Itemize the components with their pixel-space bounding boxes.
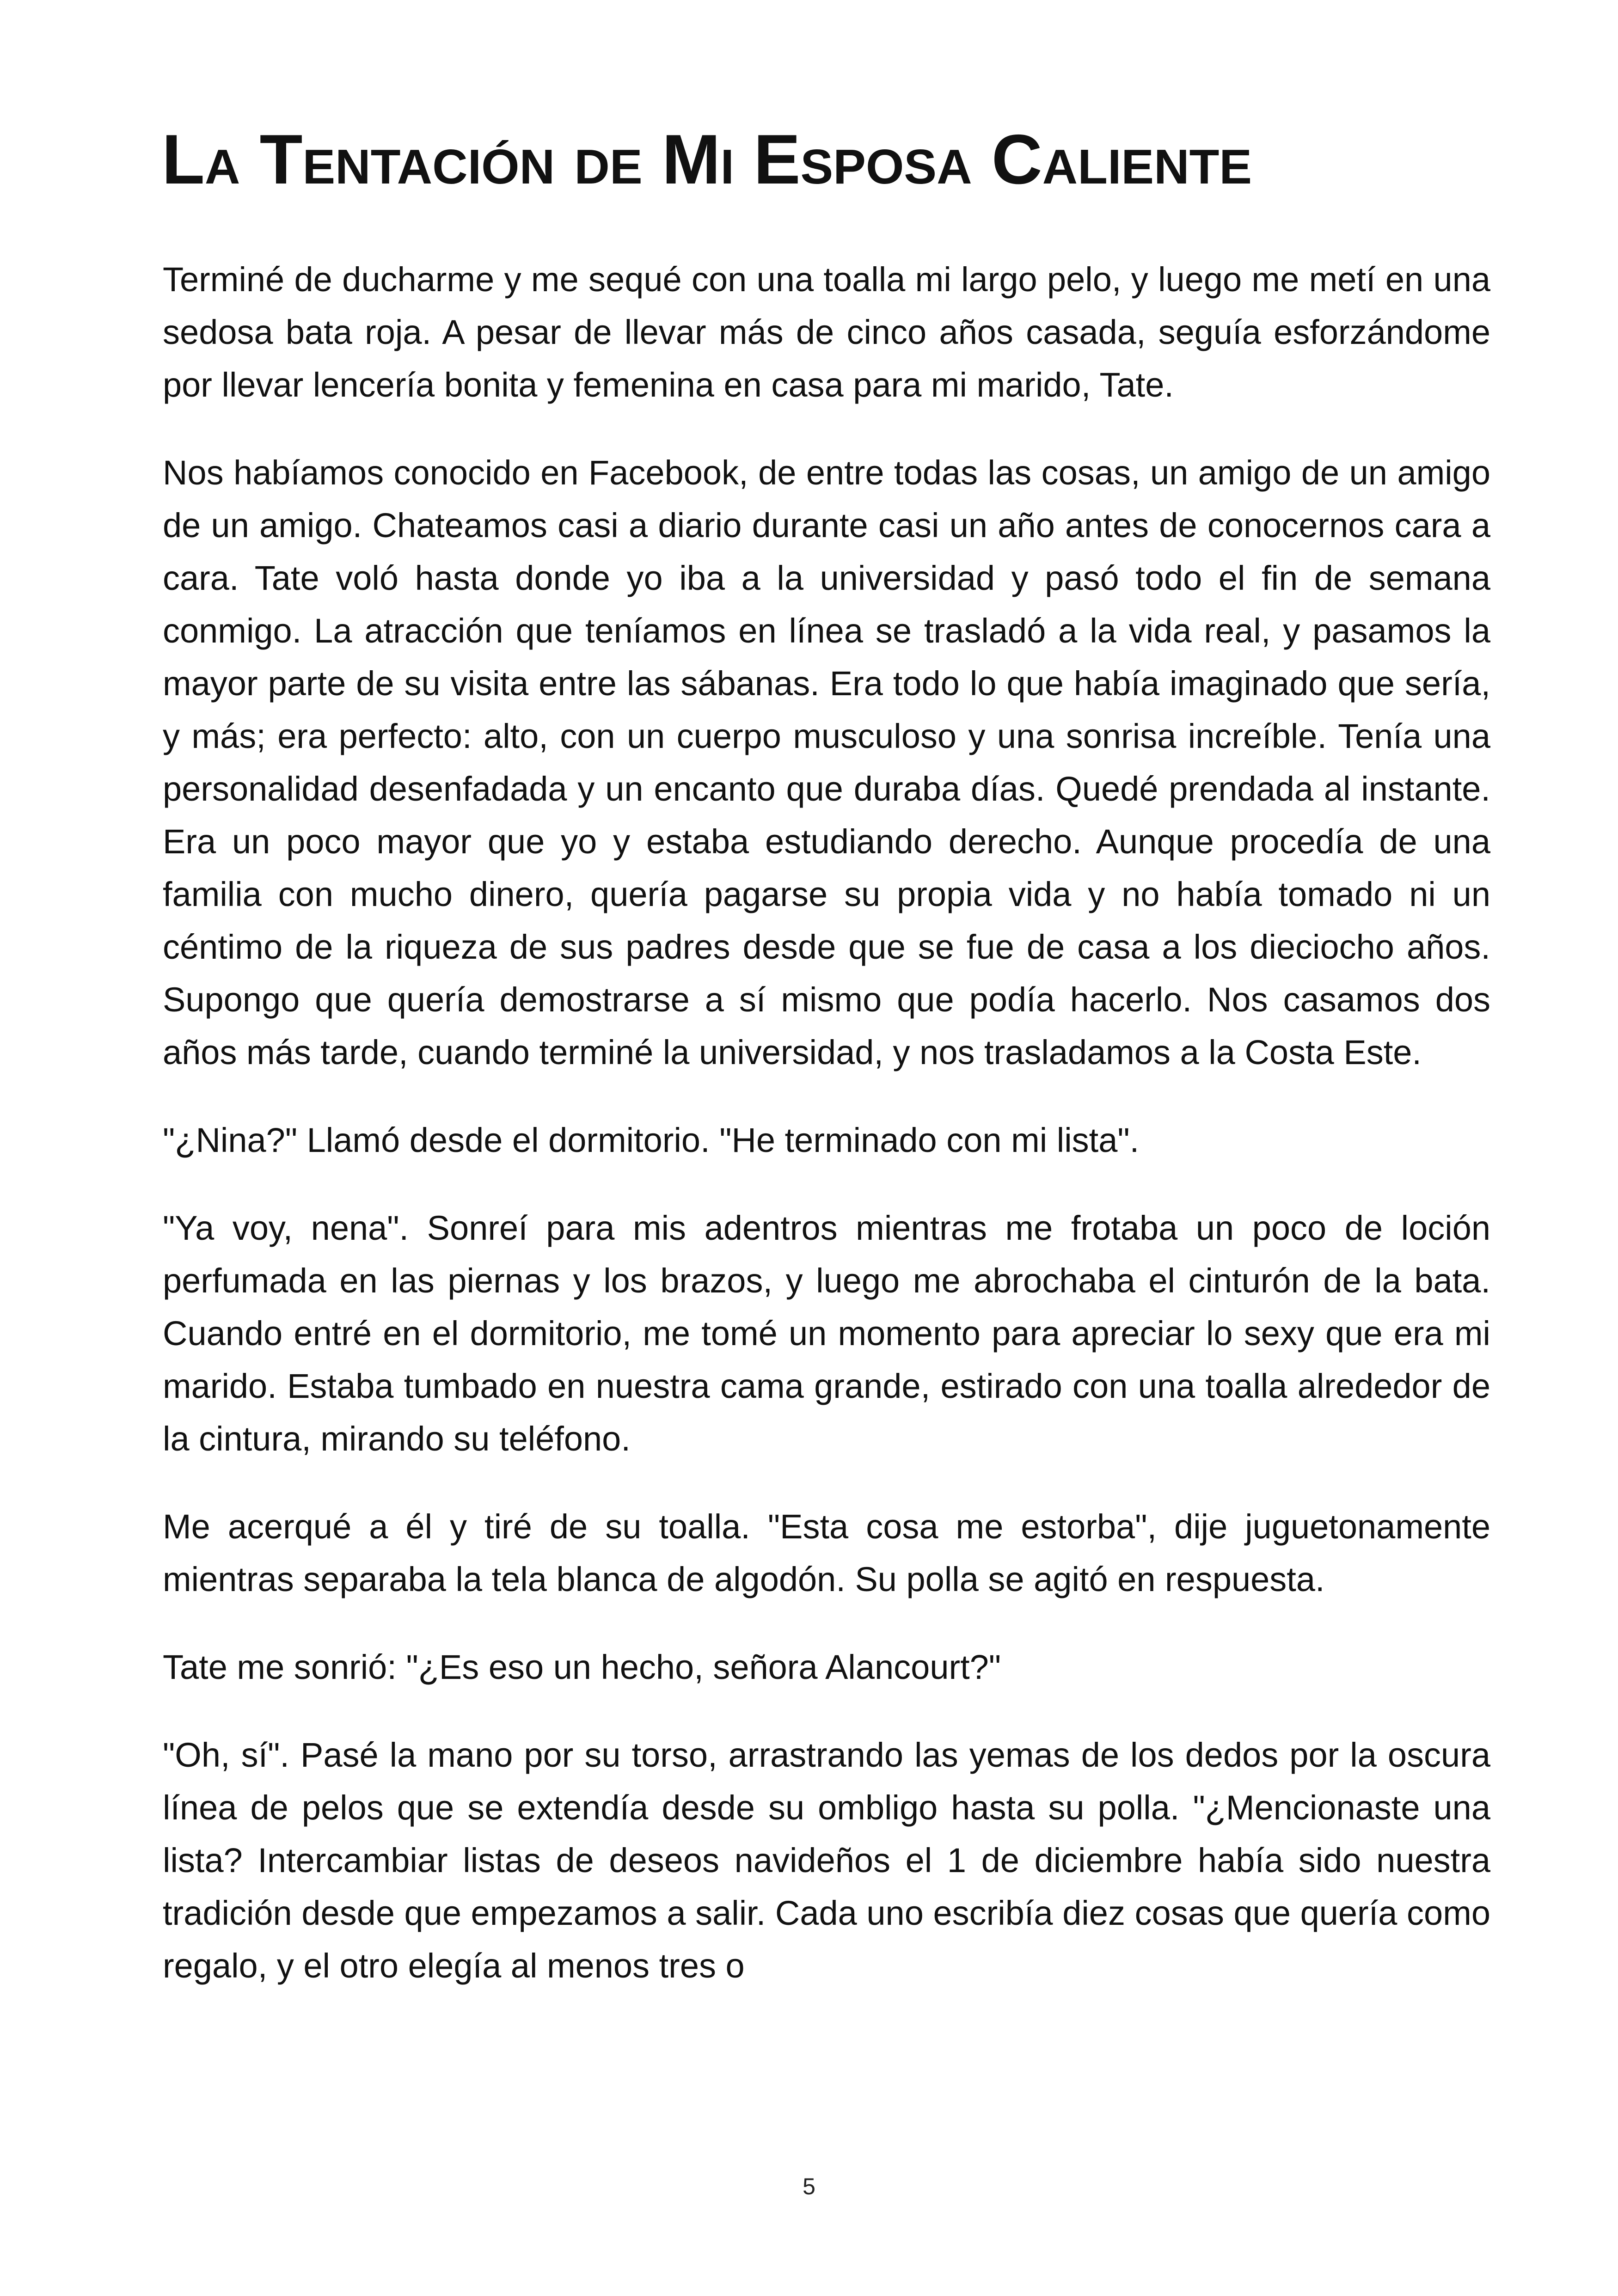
paragraph-2: Nos habíamos conocido en Facebook, de entre todas las cosas, un amigo de un amigo de un amigo. Chateamos casi a diario durante casi un año antes de conocernos cara a cara. Tate voló hasta donde yo iba a la universidad y pasó todo el fin de semana conmigo. La atracción que teníamos en línea se trasladó a la vida real, y pasamos la mayor parte de su visita entre las sábanas. Era todo lo que había imaginado que sería, y más; era perfecto: alto, con un cuerpo musculoso y una sonrisa increíble. Tenía una personalidad desenfadada y un encanto que duraba días. Quedé prendada al instante. Era un poco mayor que yo y estaba estudiando derecho. Aunque procedía de una familia con mucho dinero, quería pagarse su propia vida y no había tomado ni un céntimo de la riqueza de sus padres desde que se fue de casa a los dieciocho años. Supongo que quería demostrarse a sí mismo que podía hacerlo. Nos casamos dos años más tarde, cuando terminé la universidad, y nos trasladamos a la Costa Este. [163,453,1490,1071]
chapter-title: La Tentación de Mi Esposa Caliente [162,120,1252,199]
paragraph-1: Terminé de ducharme y me sequé con una toalla mi largo pelo, y luego me metí en una sedosa bata roja. A pesar de llevar más de cinco años casada, seguía esforzándome por llevar lencería bonita y femenina en casa para mi marido, Tate. [163,260,1490,404]
page-number: 5 [803,2174,815,2199]
body-text [163,253,1490,2027]
paragraph-7: "Oh, sí". Pasé la mano por su torso, arrastrando las yemas de los dedos por la oscura línea de pelos que se extendía desde su ombligo hasta su polla. "¿Mencionaste una lista? Intercambiar listas de deseos navideños el 1 de diciembre había sido nuestra tradición desde que empezamos a salir. Cada uno escribía diez cosas que quería como regalo, y el otro elegía al menos tres o [163,1736,1490,1985]
paragraph-6: Tate me sonrió: "¿Es eso un hecho, señora Alancourt?" [163,1648,1001,1686]
paragraph-3: "¿Nina?" Llamó desde el dormitorio. "He terminado con mi lista". [163,1121,1140,1159]
paragraph-4: "Ya voy, nena". Sonreí para mis adentros mientras me frotaba un poco de loción perfumada en las piernas y los brazos, y luego me abrochaba el cinturón de la bata. Cuando entré en el dormitorio, me tomé un momento para apreciar lo sexy que era mi marido. Estaba tumbado en nuestra cama grande, estirado con una toalla alrededor de la cintura, mirando su teléfono. [163,1209,1490,1458]
paragraph-5: Me acerqué a él y tiré de su toalla. "Esta cosa me estorba", dije juguetonamente mientras separaba la tela blanca de algodón. Su polla se agitó en respuesta. [163,1507,1490,1598]
